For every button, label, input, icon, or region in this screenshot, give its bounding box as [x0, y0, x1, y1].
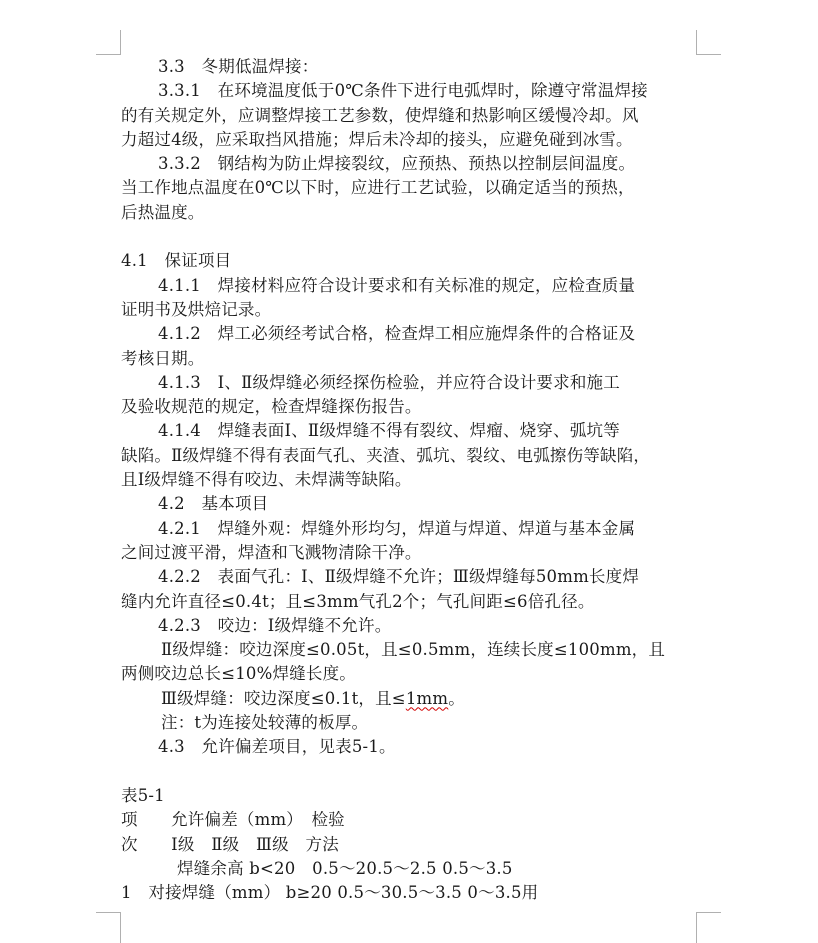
paragraph-line: 4.1.4 焊缝表面Ⅰ、Ⅱ级焊缝不得有裂纹、焊瘤、烧穿、弧坑等 — [158, 421, 620, 441]
paragraph-line: 3.3.2 钢结构为防止焊接裂纹，应预热、预热以控制层间温度。 — [158, 154, 636, 174]
paragraph-line: 考核日期。 — [121, 348, 205, 368]
paragraph-line: Ⅱ级焊缝：咬边深度≤0.05t，且≤0.5mm，连续长度≤100mm，且 — [161, 640, 666, 660]
section-heading: 4.1 保证项目 — [121, 251, 232, 271]
paragraph-line: 4.2.1 焊缝外观：焊缝外形均匀，焊道与焊道、焊道与基本金属 — [158, 518, 636, 538]
paragraph-line: 4.3 允许偏差项目，见表5-1。 — [158, 737, 396, 757]
paragraph-line: 4.1.1 焊接材料应符合设计要求和有关标准的规定，应检查质量 — [158, 275, 636, 295]
page-corner-top-right — [696, 30, 721, 55]
line-text: Ⅲ级焊缝：咬边深度≤0.1t，且≤ — [161, 688, 406, 708]
page-corner-bottom-right — [696, 912, 721, 943]
paragraph-line: 缝内允许直径≤0.4t；且≤3mm气孔2个；气孔间距≤6倍孔径。 — [121, 591, 595, 611]
document-page[interactable] — [121, 55, 699, 905]
table-row-line: 1 对接焊缝（mm） b≥20 0.5～30.5～3.5 0～3.5用 — [121, 883, 539, 903]
paragraph-line — [121, 687, 699, 711]
note-line: 注：t为连接处较薄的板厚。 — [161, 713, 369, 733]
paragraph-line: 两侧咬边总长≤10%焊缝长度。 — [121, 664, 356, 684]
section-heading: 3.3 冬期低温焊接： — [158, 57, 319, 76]
page-corner-bottom-left — [96, 912, 121, 943]
paragraph-line: 且Ⅰ级焊缝不得有咬边、未焊满等缺陷。 — [121, 470, 412, 490]
paragraph-line: 4.2.2 表面气孔：Ⅰ、Ⅱ级焊缝不允许；Ⅲ级焊缝每50mm长度焊 — [158, 567, 640, 587]
page-corner-top-left — [96, 30, 121, 55]
paragraph-line: 缺陷。Ⅱ级焊缝不得有表面气孔、夹渣、弧坑、裂纹、电弧擦伤等缺陷， — [121, 445, 651, 465]
paragraph-line: 4.2.3 咬边：Ⅰ级焊缝不允许。 — [158, 615, 392, 635]
paragraph-line: 4.1.2 焊工必须经考试合格，检查焊工相应施焊条件的合格证及 — [158, 324, 636, 344]
paragraph-line: 当工作地点温度在0℃以下时，应进行工艺试验，以确定适当的预热， — [121, 178, 635, 198]
paragraph-line: 力超过4级，应采取挡风措施；焊后未冷却的接头，应避免碰到冰雪。 — [121, 129, 633, 149]
line-text: 。 — [448, 688, 465, 708]
paragraph-line: 证明书及烘焙记录。 — [121, 299, 272, 319]
paragraph-line: 4.1.3 Ⅰ、Ⅱ级焊缝必须经探伤检验，并应符合设计要求和施工 — [158, 372, 620, 392]
paragraph-line: 3.3.1 在环境温度低于0℃条件下进行电弧焊时，除遵守常温焊接 — [158, 81, 648, 101]
table-header-line: 项 允许偏差（mm） 检验 — [121, 810, 345, 830]
table-row-line: 焊缝余高 b<20 0.5～20.5～2.5 0.5～3.5 — [177, 858, 513, 878]
paragraph-line: 之间过渡平滑，焊渣和飞溅物清除干净。 — [121, 542, 422, 562]
spellcheck-flag[interactable]: 1mm — [405, 688, 449, 708]
section-heading: 4.2 基本项目 — [158, 494, 269, 514]
table-header-line: 次 Ⅰ级 Ⅱ级 Ⅲ级 方法 — [121, 834, 339, 854]
paragraph-line: 及验收规范的规定，检查焊缝探伤报告。 — [121, 397, 422, 417]
table-caption: 表5-1 — [121, 785, 165, 805]
blank-line — [121, 225, 699, 249]
blank-line — [121, 760, 699, 784]
paragraph-line: 的有关规定外，应调整焊接工艺参数，使焊缝和热影响区缓慢冷却。风 — [121, 105, 639, 125]
paragraph-line: 后热温度。 — [121, 202, 205, 222]
